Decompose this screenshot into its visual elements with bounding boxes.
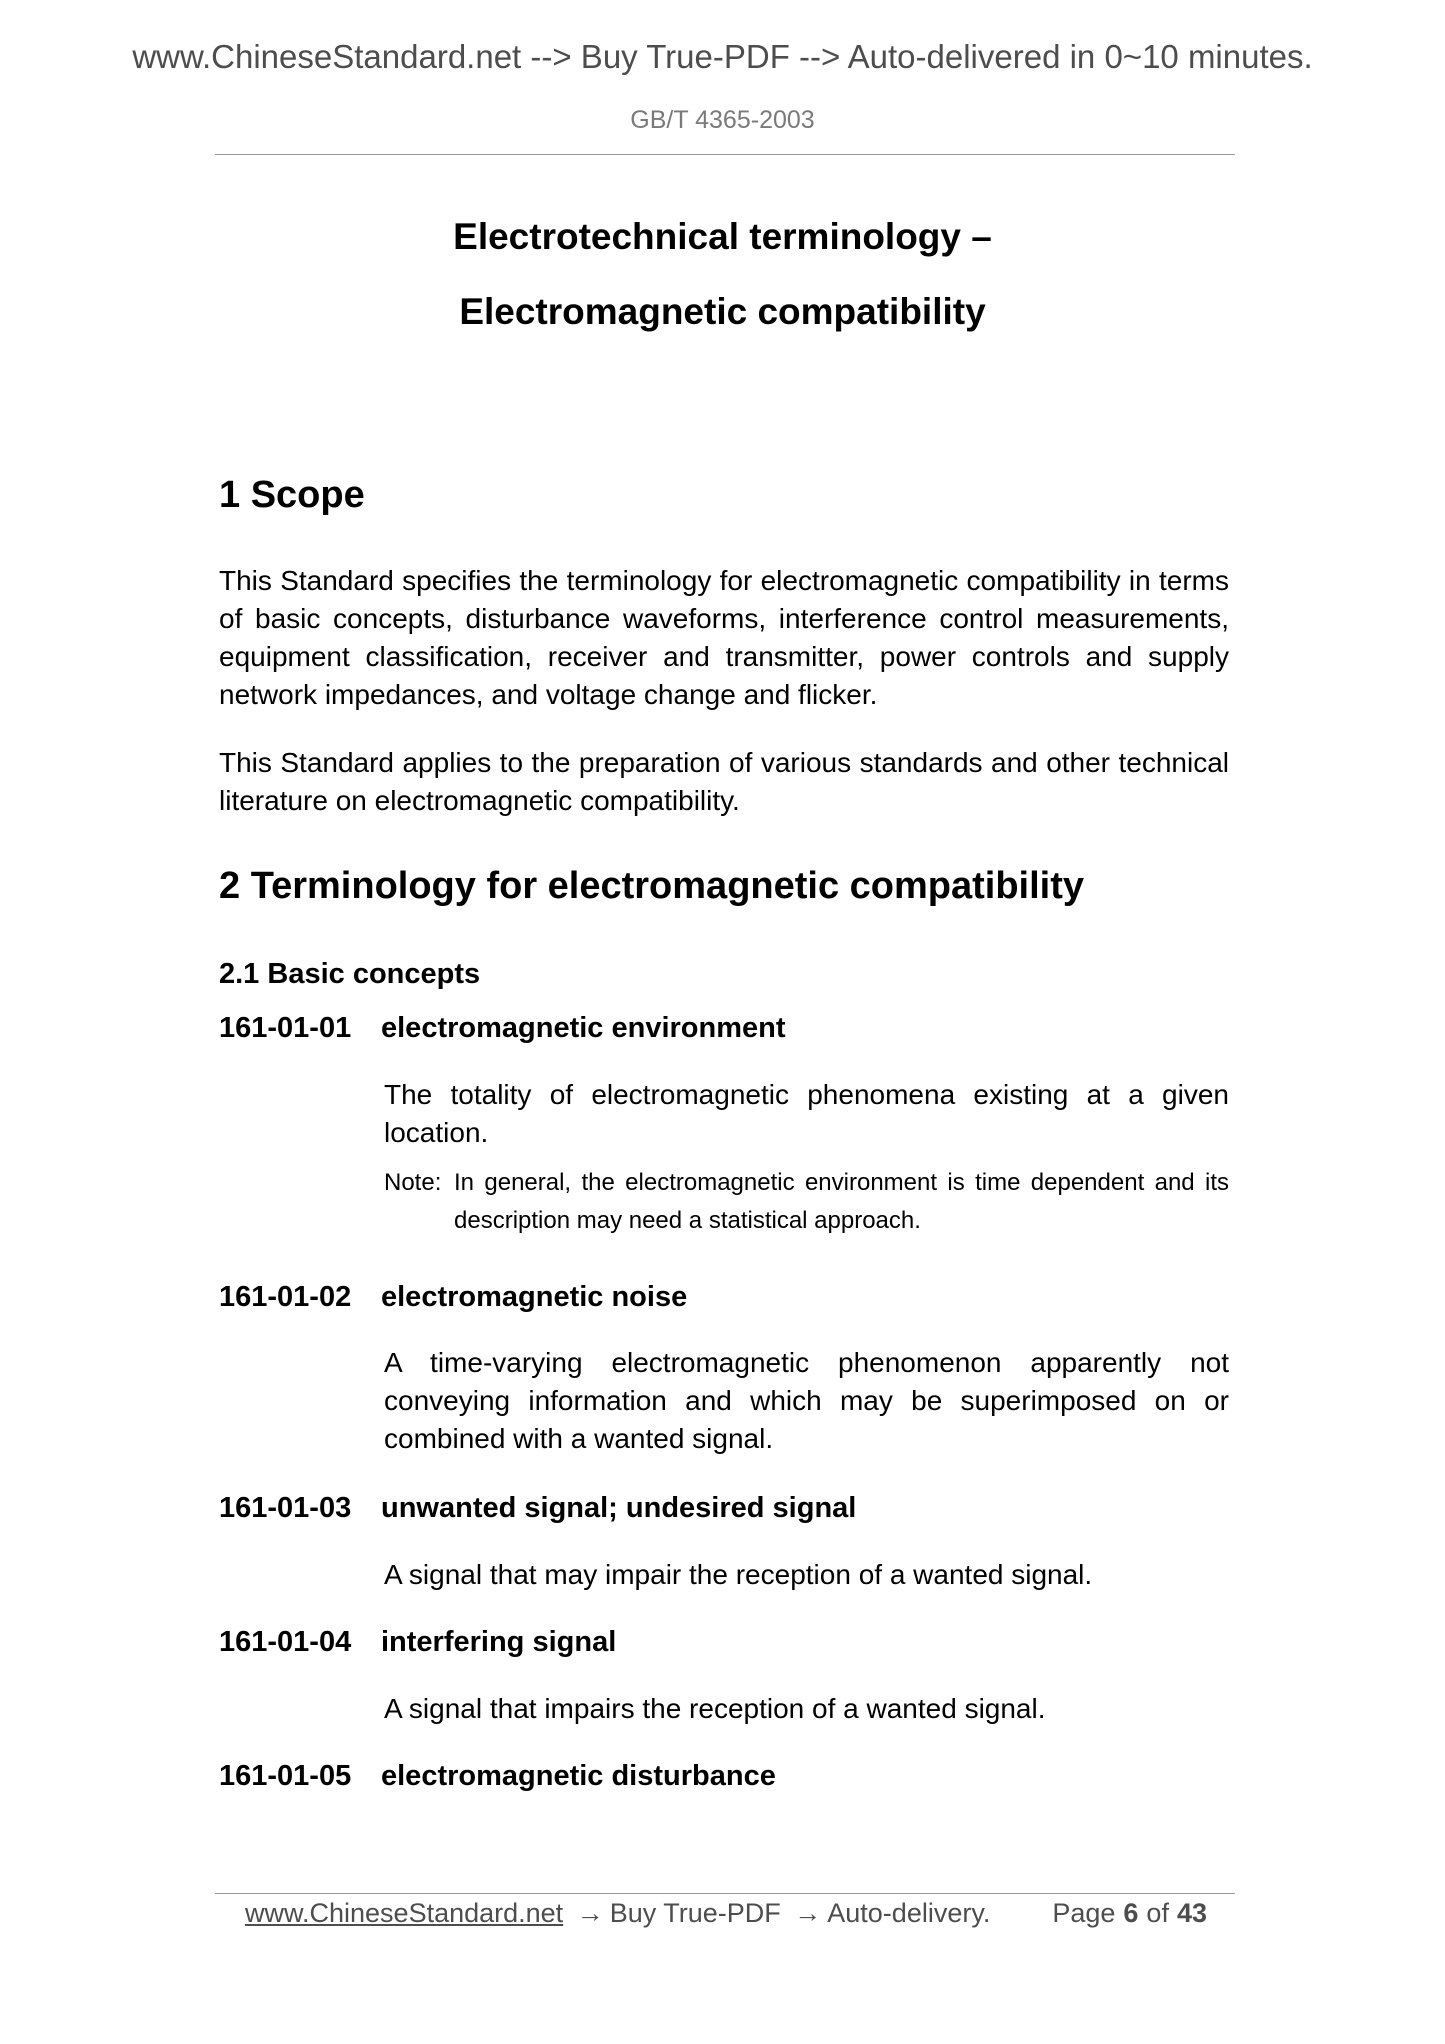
subsection-heading-basic-concepts: 2.1 Basic concepts — [219, 958, 481, 990]
note-label: Note: — [384, 1169, 442, 1196]
of-word: of — [1146, 1898, 1169, 1928]
footer-divider — [215, 1893, 1235, 1894]
page-word: Page — [1052, 1898, 1116, 1928]
footer-left — [245, 1898, 990, 1929]
term-definition: A signal that impairs the reception of a wanted signal. — [384, 1693, 1046, 1724]
term-number: 161-01-05 — [219, 1760, 352, 1792]
top-banner: www.ChineseStandard.net --> Buy True-PDF --> Auto-delivered in 0~10 minutes. — [132, 38, 1313, 75]
page-total: 43 — [1176, 1898, 1207, 1928]
term-name: electromagnetic environment — [381, 1012, 786, 1044]
footer-buy-text: Buy True-PDF — [609, 1898, 781, 1928]
arrow-right-icon: → — [794, 1898, 822, 1928]
footer-delivery-text: Auto-delivery. — [827, 1898, 991, 1928]
header-divider — [215, 154, 1235, 155]
term-name: interfering signal — [381, 1626, 617, 1658]
term-entry-header — [219, 1760, 776, 1793]
document-title-line-1: Electrotechnical terminology – — [453, 216, 992, 257]
term-definition: The totality of electromagnetic phenomena existing at a given location. — [384, 1079, 1229, 1148]
scope-paragraph-1: This Standard specifies the terminology for electromagnetic compatibility in terms of basic concepts, disturbance waveforms, interference control measurements, equipment classification, receiver and transmitter, power controls and supply network impedances, and voltage change and flicker. — [219, 565, 1229, 710]
term-name: electromagnetic noise — [381, 1281, 688, 1313]
term-definition: A signal that may impair the reception of a wanted signal. — [384, 1559, 1093, 1590]
scope-paragraph-2: This Standard applies to the preparation of various standards and other technical literature on electromagnetic compatibility. — [219, 747, 1229, 816]
document-title-line-2: Electromagnetic compatibility — [459, 291, 986, 332]
section-heading-scope: 1 Scope — [219, 474, 365, 516]
document-code: GB/T 4365-2003 — [630, 106, 815, 134]
term-entry-header — [219, 1492, 856, 1525]
page-indicator — [1052, 1898, 1215, 1929]
term-entry-header — [219, 1626, 616, 1659]
term-number: 161-01-02 — [219, 1281, 352, 1313]
term-number: 161-01-03 — [219, 1492, 352, 1524]
term-number: 161-01-01 — [219, 1012, 352, 1044]
term-entry-header — [219, 1012, 786, 1045]
section-heading-terminology: 2 Terminology for electromagnetic compatibility — [219, 865, 1085, 907]
page-footer — [245, 1898, 1215, 1929]
page-number: 6 — [1123, 1898, 1139, 1928]
arrow-right-icon: → — [576, 1898, 604, 1928]
footer-site-link[interactable]: www.ChineseStandard.net — [245, 1898, 564, 1928]
term-entry-header — [219, 1281, 687, 1314]
note-text: In general, the electromagnetic environment is time dependent and its description may need a statistical approach. — [454, 1169, 1229, 1234]
term-name: unwanted signal; undesired signal — [381, 1492, 857, 1524]
term-number: 161-01-04 — [219, 1626, 352, 1658]
term-note — [384, 1164, 1229, 1240]
term-definition: A time-varying electromagnetic phenomenon apparently not conveying information and which may be superimposed on or combined with a wanted signal. — [384, 1347, 1229, 1454]
term-name: electromagnetic disturbance — [381, 1760, 776, 1792]
